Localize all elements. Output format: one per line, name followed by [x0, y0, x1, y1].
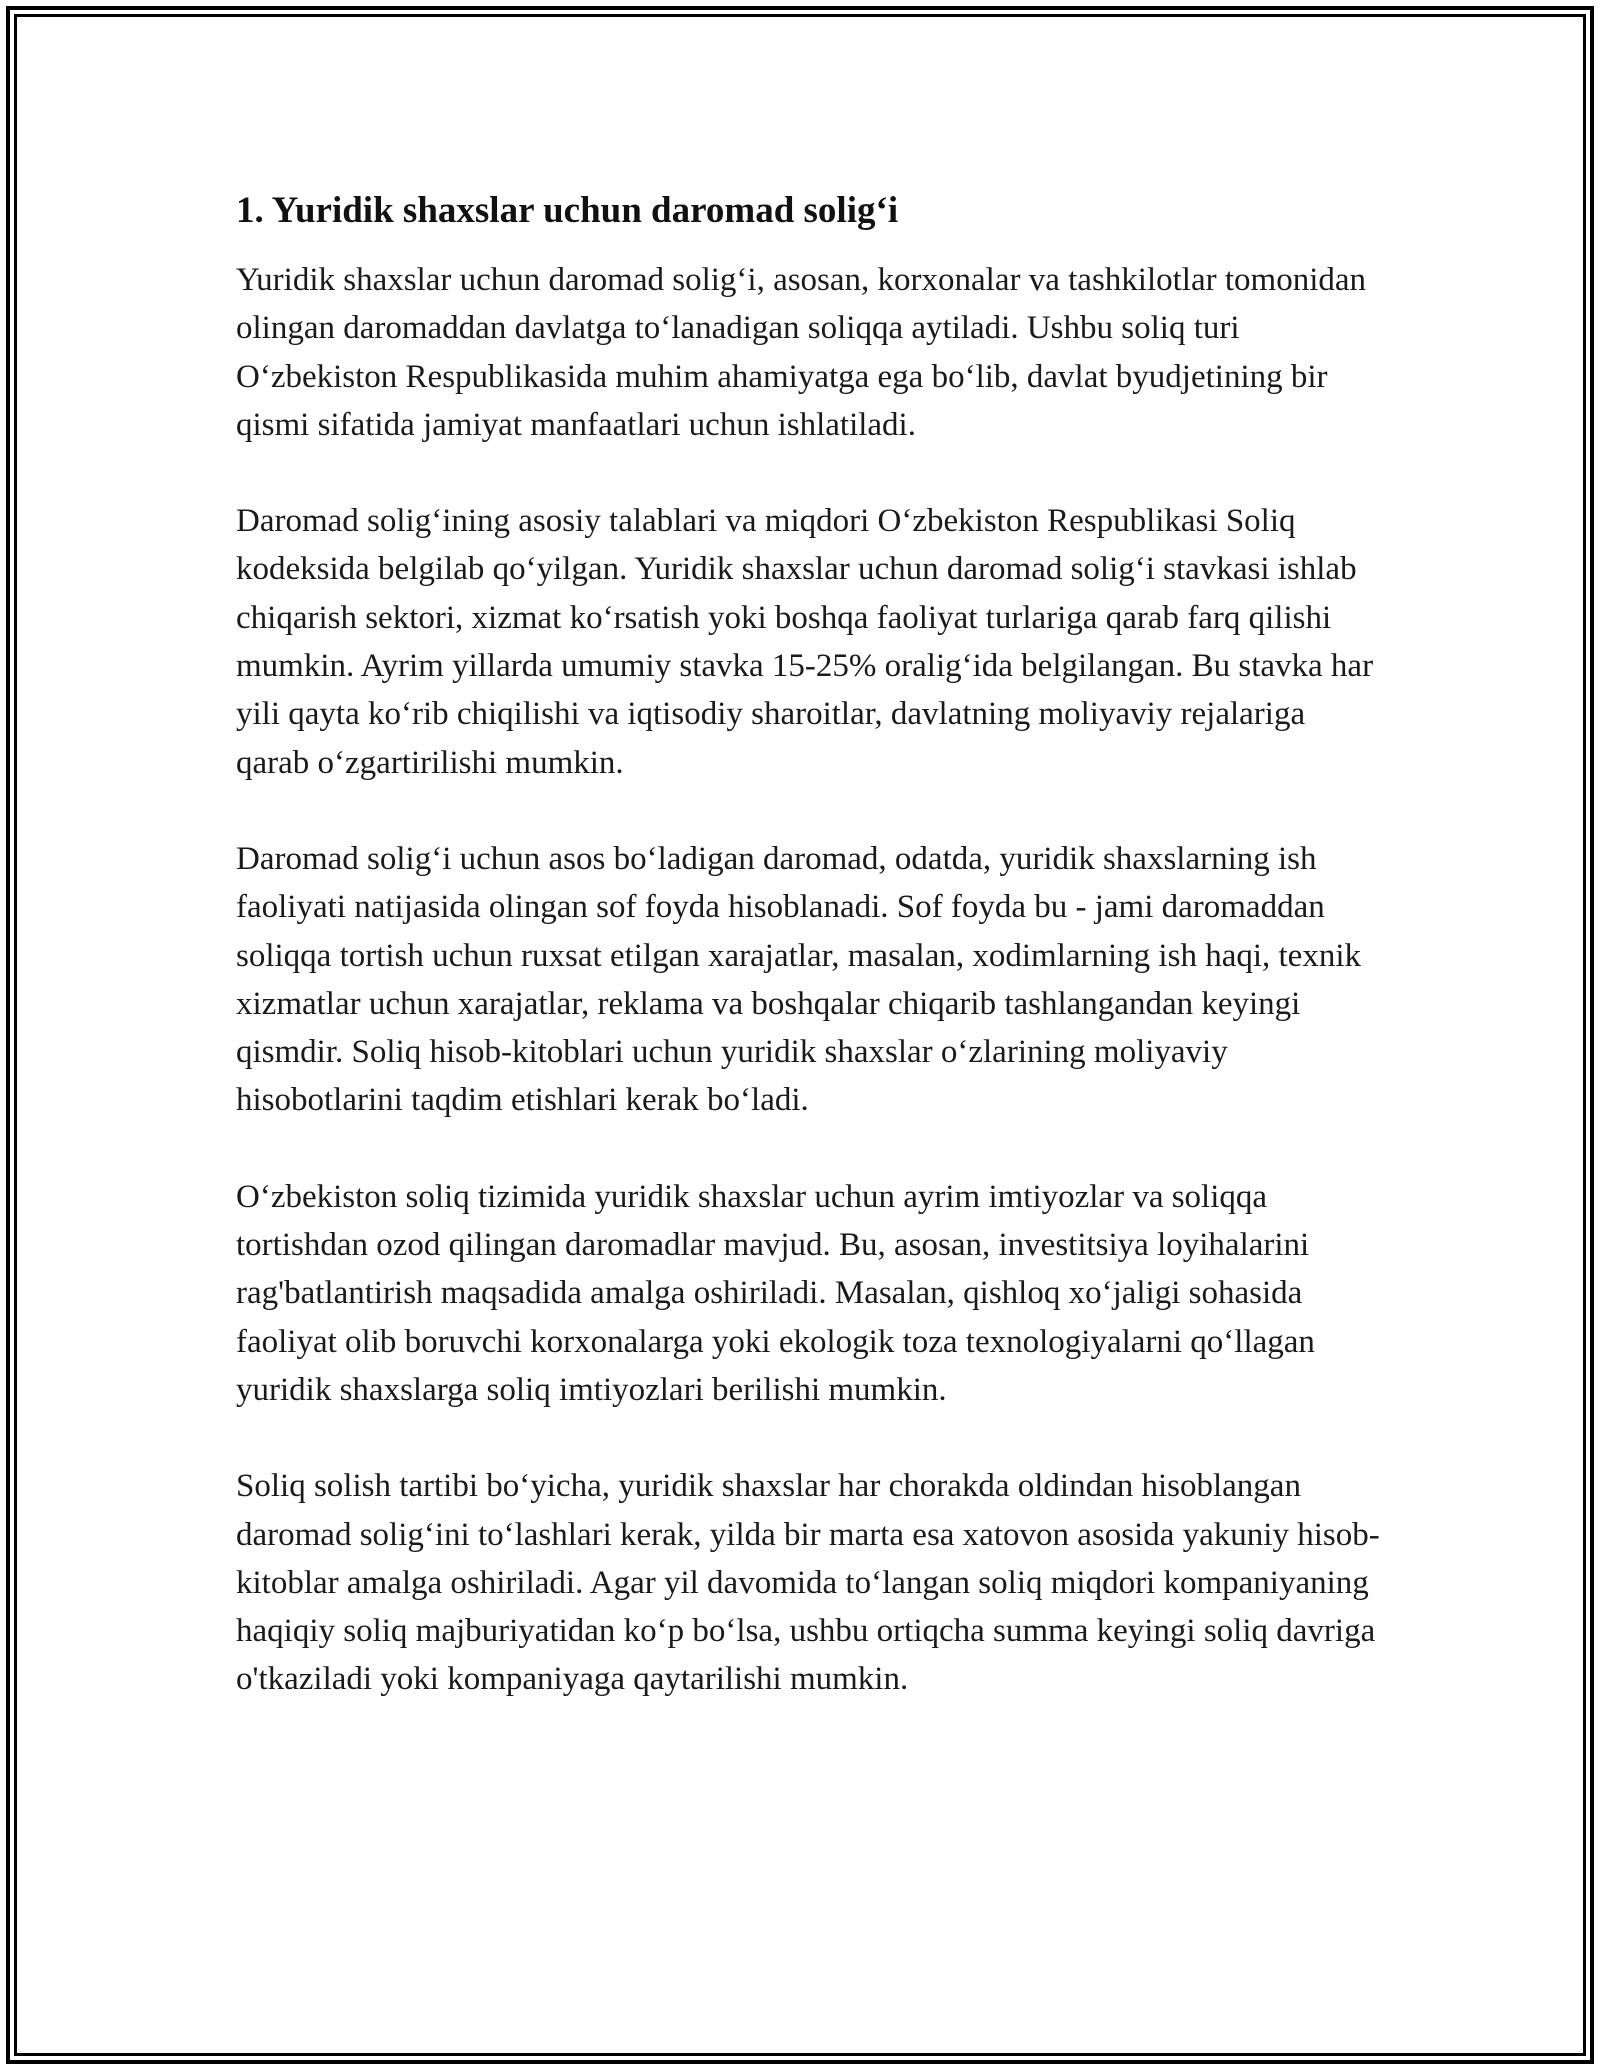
paragraph-2: Daromad solig‘ining asosiy talablari va miqdori O‘zbekiston Respublikasi Soliq kodeksida belgilab qo‘yilgan. Yuridik shaxslar uchun daromad solig‘i stavkasi ishlab chiqarish sektori, xizmat ko‘rsatish yoki boshqa faoliyat turlariga qarab farq qilishi mumkin. Ayrim yillarda umumiy stavka 15-25% oralig‘ida belgilangan. Bu stavka har yili qayta ko‘rib chiqilishi va iqtisodiy sharoitlar, davlatning moliyaviy rejalariga qarab o‘zgartirilishi mumkin. — [236, 503, 1374, 781]
paragraph-4: O‘zbekiston soliq tizimida yuridik shaxslar uchun ayrim imtiyozlar va soliqqa tortishdan ozod qilingan daromadlar mavjud. Bu, asosan, investitsiya loyihalarini rag'batlantirish maqsadida amalga oshiriladi. Masalan, qishloq xo‘jaligi sohasida faoliyat olib boruvchi korxonalarga yoki ekologik toza texnologiyalarni qo‘llagan yuridik shaxslarga soliq imtiyozlari berilishi mumkin. — [236, 1178, 1315, 1408]
paragraph-3: Daromad solig‘i uchun asos bo‘ladigan daromad, odatda, yuridik shaxslarning ish faoliyati natijasida olingan sof foyda hisoblanadi. Sof foyda bu - jami daromaddan soliqqa tortish uchun ruxsat etilgan xarajatlar, masalan, xodimlarning ish haqi, texnik xizmatlar uchun xarajatlar, reklama va boshqalar chiqarib tashlangandan keyingi qismdir. Soliq hisob-kitoblari uchun yuridik shaxslar o‘zlarining moliyaviy hisobotlarini taqdim etishlari kerak bo‘ladi. — [236, 840, 1361, 1119]
paragraph-5: Soliq solish tartibi bo‘yicha, yuridik shaxslar har chorakda oldindan hisoblangan daromad solig‘ini to‘lashlari kerak, yilda bir marta esa xatovon asosida yakuniy hisob-kitoblar amalga oshiriladi. Agar yil davomida to‘langan soliq miqdori kompaniyaning haqiqiy soliq majburiyatidan ko‘p bo‘lsa, ushbu ortiqcha summa keyingi soliq davriga o'tkaziladi yoki kompaniyaga qaytarilishi mumkin. — [236, 1468, 1380, 1698]
section-heading: 1. Yuridik shaxslar uchun daromad solig‘i — [236, 190, 899, 231]
paragraph-1: Yuridik shaxslar uchun daromad solig‘i, asosan, korxonalar va tashkilotlar tomonidan olingan daromaddan davlatga to‘lanadigan soliqqa aytiladi. Ushbu soliq turi O‘zbekiston Respublikasida muhim ahamiyatga ega bo‘lib, davlat byudjetining bir qismi sifatida jamiyat manfaatlari uchun ishlatiladi. — [236, 262, 1367, 443]
document-body — [236, 186, 1386, 1704]
